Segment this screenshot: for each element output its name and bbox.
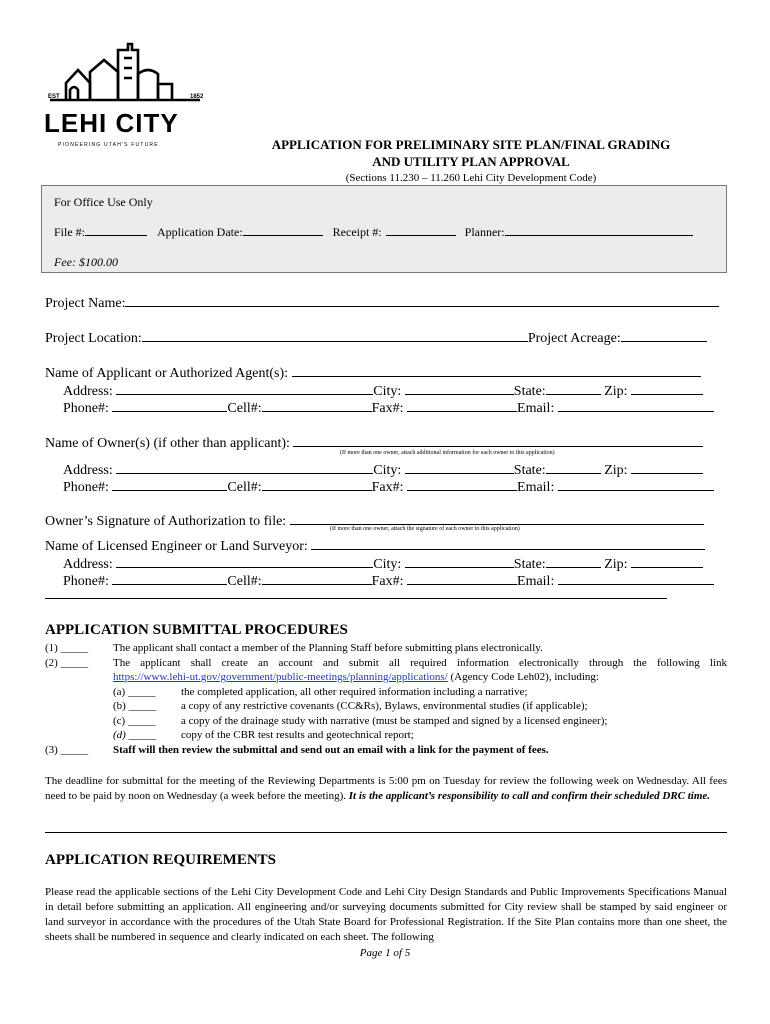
applicant-email-field[interactable] — [558, 397, 714, 412]
fax-label: Fax#: — [371, 401, 404, 416]
engineer-cell-field[interactable] — [262, 570, 372, 585]
project-name-row — [45, 292, 719, 312]
applicant-zip-field[interactable] — [631, 380, 703, 395]
requirements-paragraph: Please read the applicable sections of the Lehi City Development Code and Lehi City Design Standards and Public Improvements Specifications Manual in detail before submitting an application. All engineering and/or surveying documents submitted for City review shall be stamped by said engineer or land surveyor in accordance with the procedures of the Utah State Board for Professional Registration. If the Site Plan contains more than one sheet, the sheets shall be numbered in sequence and clearly indicated on each sheet. The following — [45, 886, 727, 943]
applicant-fax-field[interactable] — [407, 397, 517, 412]
owner-note: (If more than one owner, attach additional information for each owner to this application) — [340, 450, 555, 456]
section-divider — [45, 832, 727, 833]
zip-label: Zip: — [604, 557, 628, 572]
applications-link[interactable]: https://www.lehi-ut.gov/government/public-meetings/planning/applications/ — [113, 671, 448, 683]
engineer-zip-field[interactable] — [631, 553, 703, 568]
engineer-fax-field[interactable] — [407, 570, 517, 585]
owner-phone-field[interactable] — [112, 476, 227, 491]
applicant-cell-field[interactable] — [262, 397, 372, 412]
project-name-field[interactable] — [125, 292, 719, 307]
step-text: Staff will then review the submittal and send out an email with a link for the payment of fees. — [113, 743, 549, 756]
email-label: Email: — [517, 401, 555, 416]
fax-label: Fax#: — [371, 574, 404, 589]
phone-label: Phone#: — [63, 480, 109, 495]
app-date-label: Application Date: — [157, 225, 243, 239]
form-title-line1: APPLICATION FOR PRELIMINARY SITE PLAN/FINAL GRADING — [271, 137, 671, 152]
project-acreage-label: Project Acreage: — [527, 331, 621, 346]
state-label: State: — [513, 384, 546, 399]
state-label: State: — [513, 557, 546, 572]
logo-name: LEHI CITY — [44, 108, 179, 138]
step-text: The applicant shall create an account and submit all required information electronically through the following link — [113, 656, 727, 669]
sub-item-number: (a) _____ — [113, 685, 156, 698]
engineer-row — [45, 535, 705, 555]
step-number: (1) _____ — [45, 642, 89, 654]
step-text: The applicant shall contact a member of the Planning Staff before submitting plans electronically. — [113, 642, 543, 654]
lehi-city-logo — [40, 38, 210, 150]
project-location-row — [45, 327, 707, 347]
fax-label: Fax#: — [371, 480, 404, 495]
owner-label: Name of Owner(s) (if other than applicant): — [45, 436, 290, 451]
procedure-step — [45, 656, 727, 671]
engineer-city-field[interactable] — [405, 553, 514, 568]
form-sections: (Sections 11.230 – 11.260 Lehi City Development Code) — [345, 172, 597, 184]
applicant-city-field[interactable] — [405, 380, 514, 395]
sub-item-number: (d) _____ — [113, 729, 157, 741]
signature-note: (If more than one owner, attach the signature of each owner to this application) — [330, 526, 520, 532]
deadline-text: The deadline for submittal for the meeting of the Reviewing Departments is 5:00 pm on Tuesday for review the following week on Wednesday. All fees need to be paid by noon on Wednesday (a week before the meeting). — [45, 775, 727, 802]
section-divider — [45, 598, 667, 599]
owner-zip-field[interactable] — [631, 459, 703, 474]
owner-phone-row — [63, 476, 714, 496]
applicant-label: Name of Applicant or Authorized Agent(s): — [45, 366, 288, 381]
engineer-state-field[interactable] — [546, 553, 601, 568]
procedure-step — [45, 743, 727, 758]
applicant-field[interactable] — [292, 362, 701, 377]
owner-city-field[interactable] — [405, 459, 514, 474]
page-number: Page 1 of 5 — [359, 947, 411, 959]
planner-field[interactable] — [505, 235, 693, 236]
fee-label: Fee: $100.00 — [54, 255, 118, 269]
owner-field[interactable] — [293, 432, 703, 447]
procedures-list — [45, 641, 727, 757]
signature-label: Owner’s Signature of Authorization to file: — [45, 514, 287, 529]
skyline-icon — [40, 38, 210, 108]
cell-label: Cell#: — [227, 480, 262, 495]
owner-address-field[interactable] — [116, 459, 373, 474]
project-name-label: Project Name: — [45, 296, 126, 311]
file-field[interactable] — [85, 235, 147, 236]
sub-item — [45, 714, 727, 729]
procedure-step-link — [45, 670, 727, 685]
procedure-step — [45, 641, 727, 656]
cell-label: Cell#: — [227, 401, 262, 416]
step-number: (2) _____ — [45, 656, 89, 669]
app-date-field[interactable] — [243, 235, 323, 236]
applicant-phone-field[interactable] — [112, 397, 227, 412]
step-text-cont: (Agency Code Leh02), including: — [447, 671, 599, 683]
engineer-email-field[interactable] — [558, 570, 714, 585]
deadline-paragraph — [45, 774, 727, 804]
applicant-row — [45, 362, 701, 382]
requirements-heading: APPLICATION REQUIREMENTS — [45, 852, 276, 868]
address-label: Address: — [63, 557, 113, 572]
sub-item — [45, 699, 727, 714]
city-label: City: — [373, 384, 402, 399]
sub-item-number: (b) _____ — [113, 700, 157, 712]
engineer-address-field[interactable] — [116, 553, 373, 568]
form-title-line2: AND UTILITY PLAN APPROVAL — [372, 154, 570, 169]
office-use-box — [41, 185, 727, 273]
applicant-address-field[interactable] — [116, 380, 373, 395]
address-label: Address: — [63, 384, 113, 399]
zip-label: Zip: — [604, 384, 628, 399]
sub-item-text: the completed application, all other required information including a narrative; — [181, 685, 528, 698]
sub-item-text: a copy of the drainage study with narrative (must be stamped and signed by a licensed engineer); — [181, 714, 608, 727]
city-label: City: — [373, 557, 402, 572]
address-label: Address: — [63, 463, 113, 478]
office-use-heading: For Office Use Only — [54, 195, 153, 209]
email-label: Email: — [517, 480, 555, 495]
email-label: Email: — [517, 574, 555, 589]
logo-est: EST — [48, 94, 60, 100]
owner-cell-field[interactable] — [262, 476, 372, 491]
engineer-phone-row — [63, 570, 714, 590]
project-location-field[interactable] — [142, 327, 528, 342]
logo-tagline: PIONEERING UTAH'S FUTURE — [58, 142, 159, 148]
logo-year: 1852 — [190, 94, 204, 100]
phone-label: Phone#: — [63, 401, 109, 416]
deadline-emphasis: It is the applicant’s responsibility to call and confirm their scheduled DRC time. — [348, 790, 711, 802]
sub-item — [45, 685, 727, 700]
project-acreage-field[interactable] — [621, 327, 707, 342]
sub-item — [45, 728, 727, 743]
cell-label: Cell#: — [227, 574, 262, 589]
receipt-field[interactable] — [386, 235, 456, 236]
state-label: State: — [513, 463, 546, 478]
engineer-field[interactable] — [311, 535, 705, 550]
project-location-label: Project Location: — [45, 331, 142, 346]
owner-row — [45, 432, 703, 452]
signature-field[interactable] — [290, 510, 704, 525]
office-use-fields — [54, 225, 693, 240]
applicant-state-field[interactable] — [546, 380, 601, 395]
procedures-heading: APPLICATION SUBMITTAL PROCEDURES — [45, 622, 348, 638]
engineer-phone-field[interactable] — [112, 570, 227, 585]
city-label: City: — [373, 463, 402, 478]
owner-state-field[interactable] — [546, 459, 601, 474]
sub-item-text: copy of the CBR test results and geotechnical report; — [181, 729, 414, 741]
file-label: File #: — [54, 225, 86, 239]
sub-item-number: (c) _____ — [113, 714, 156, 727]
planner-label: Planner: — [464, 225, 505, 239]
applicant-phone-row — [63, 397, 714, 417]
sub-item-text: a copy of any restrictive covenants (CC&Rs), Bylaws, environmental studies (if applicable); — [181, 700, 588, 712]
engineer-label: Name of Licensed Engineer or Land Surveyor: — [45, 539, 308, 554]
owner-fax-field[interactable] — [407, 476, 517, 491]
receipt-label: Receipt #: — [332, 225, 382, 239]
zip-label: Zip: — [604, 463, 628, 478]
owner-email-field[interactable] — [558, 476, 714, 491]
phone-label: Phone#: — [63, 574, 109, 589]
step-number: (3) _____ — [45, 743, 89, 756]
